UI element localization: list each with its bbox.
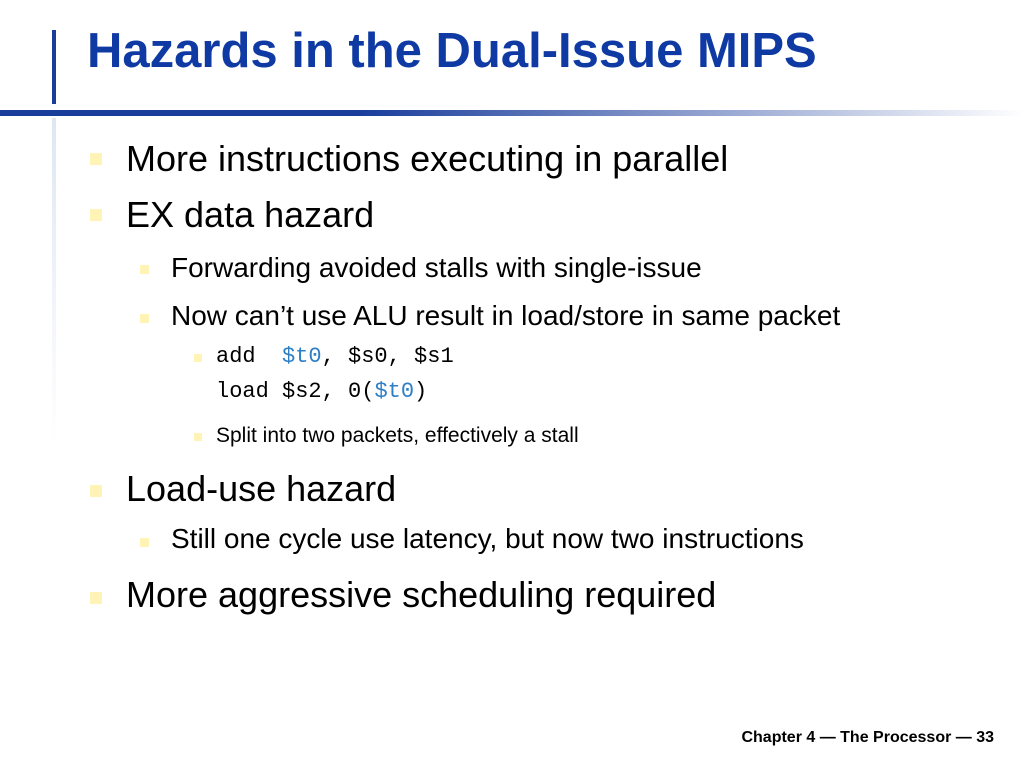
code-register-t0: $t0 <box>282 344 322 369</box>
bullet-ex-data-hazard: EX data hazard <box>126 194 375 235</box>
code-line-load <box>216 381 427 403</box>
bullet-square-icon <box>194 354 202 362</box>
bullet-cycle-latency: Still one cycle use latency, but now two instructions <box>171 523 804 554</box>
bullet-square-icon <box>140 538 149 547</box>
code-register-t0: $t0 <box>374 379 415 404</box>
bullet-more-instructions: More instructions executing in parallel <box>126 138 729 179</box>
bullet-alu-result: Now can’t use ALU result in load/store in same packet <box>171 300 841 331</box>
bullet-square-icon <box>90 485 102 497</box>
code-load-close: ) <box>414 379 428 404</box>
bullet-square-icon <box>90 153 102 165</box>
slide-title: Hazards in the Dual-Issue MIPS <box>87 24 817 78</box>
bullet-square-icon <box>194 433 202 441</box>
left-accent-fade <box>52 118 56 448</box>
title-accent-bar <box>52 30 56 104</box>
bullet-load-use-hazard: Load-use hazard <box>126 468 397 509</box>
code-add-op: add <box>216 344 283 369</box>
code-load-op: load $s2, 0( <box>216 379 375 404</box>
bullet-split-packets: Split into two packets, effectively a stall <box>216 424 579 447</box>
bullet-aggressive-scheduling: More aggressive scheduling required <box>126 574 717 615</box>
bullet-square-icon <box>90 592 102 604</box>
bullet-square-icon <box>140 265 149 274</box>
bullet-forwarding: Forwarding avoided stalls with single-issue <box>171 252 702 283</box>
title-underline-bar <box>0 110 1024 116</box>
code-add-operands: , $s0, $s1 <box>321 344 454 369</box>
bullet-square-icon <box>90 209 102 221</box>
slide-footer: Chapter 4 — The Processor — 33 <box>741 729 994 746</box>
code-line-add <box>216 346 454 368</box>
bullet-square-icon <box>140 314 149 323</box>
